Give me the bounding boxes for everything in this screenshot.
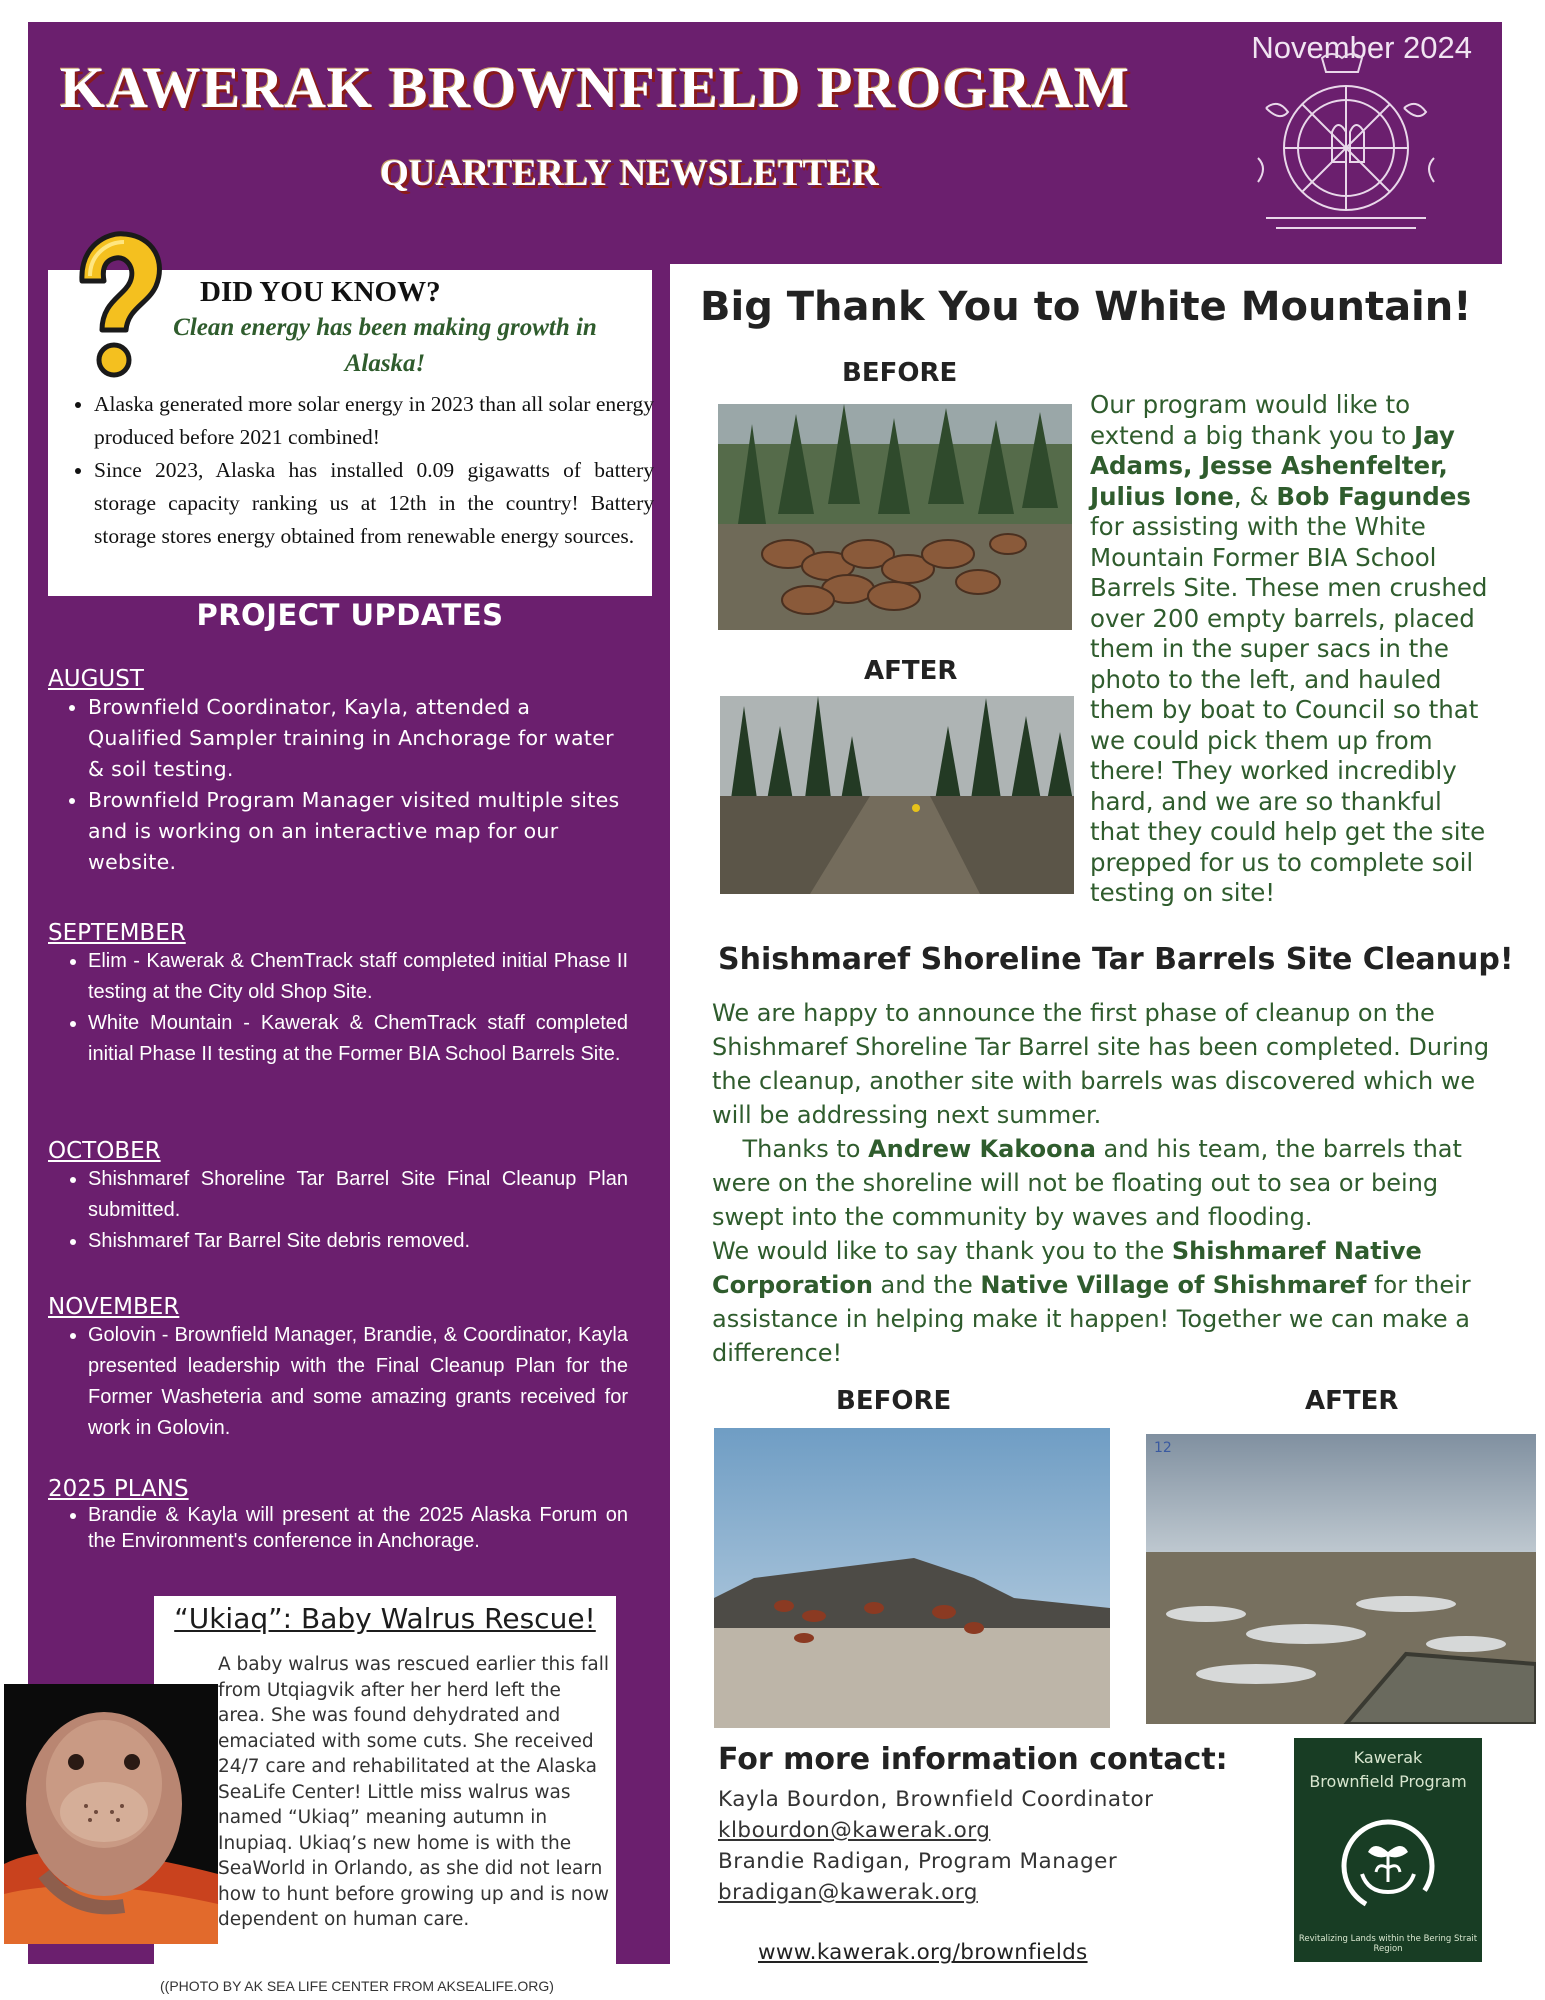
thank-you-text — [1090, 390, 1490, 909]
before-label: BEFORE — [842, 358, 958, 388]
website-link[interactable]: www.kawerak.org/brownfields — [758, 1940, 1088, 1965]
photo-credit: ((PHOTO BY AK SEA LIFE CENTER FROM AKSEALIFE.ORG) — [160, 1978, 554, 1994]
did-you-know-list — [78, 388, 654, 553]
list-item: • Golovin - Brownfield Manager, Brandie, & Coordinator, Kayla presented leadership with the Final Cleanup Plan for the Former Washeteria and some amazing grants received for work in Golovin. — [88, 1320, 628, 1444]
email-link-kayla[interactable]: klbourdon@kawerak.org — [718, 1818, 991, 1843]
month-heading-august: AUGUST — [48, 666, 144, 692]
thank-you-title: Big Thank You to White Mountain! — [700, 284, 1472, 330]
white-mountain-before-photo — [718, 404, 1072, 630]
kawerak-emblem-icon — [1246, 48, 1446, 248]
month-heading-november: NOVEMBER — [48, 1294, 180, 1320]
thank-you-text-part: , & — [1233, 481, 1277, 511]
program-title: KAWERAK BROWNFIELD PROGRAM — [60, 55, 1131, 120]
contact-title: For more information contact: — [718, 1742, 1228, 1777]
walrus-story-text: A baby walrus was rescued earlier this fall from Utqiagvik after her herd left the area. She was found dehydrated and emaciated with some cuts. She received 24/7 care and rehabilitated at the Alaska SeaLife Center! Little miss walrus was named “Ukiaq” meaning autumn in Inupiaq. Ukiaq’s new home is with the SeaWorld in Orlando, as she did not learn how to hunt before growing up and is now dependent on human care. — [218, 1654, 609, 1930]
list-item: • Alaska generated more solar energy in 2023 than all solar energy produced before 2021 combined! — [94, 388, 654, 454]
text-part: and his team, the barrels that were on the shoreline will not be floating out to sea or being swept into the community by waves and flooding. — [712, 1135, 1462, 1231]
text-part: and the — [872, 1271, 981, 1299]
logo-name — [1294, 1746, 1482, 1794]
project-updates-title: PROJECT UPDATES — [196, 598, 504, 632]
list-item: • White Mountain - Kawerak & ChemTrack staff completed initial Phase II testing at the Former BIA School Barrels Site. — [88, 1008, 628, 1070]
highlight-name: Andrew Kakoona — [868, 1135, 1096, 1163]
august-section — [48, 666, 628, 878]
shishmaref-title: Shishmaref Shoreline Tar Barrels Site Cleanup! — [718, 942, 1514, 977]
did-you-know-title: DID YOU KNOW? — [200, 276, 441, 308]
logo-line: Kawerak — [1353, 1748, 1423, 1767]
text-part: for their assistance in helping make it happen! Together we can make a difference! — [712, 1271, 1471, 1367]
list-item: • Shishmaref Shoreline Tar Barrel Site Final Cleanup Plan submitted. — [88, 1164, 628, 1226]
hands-sprout-icon — [1334, 1812, 1442, 1920]
october-list — [48, 1164, 628, 1257]
text-part: We would like to say thank you to the — [712, 1237, 1172, 1265]
highlight-name: Native Village of Shishmaref — [980, 1271, 1367, 1299]
november-section — [48, 1294, 628, 1444]
before-label: BEFORE — [836, 1386, 952, 1416]
thank-you-names: Bob Fagundes — [1276, 481, 1471, 511]
august-list — [48, 692, 628, 878]
email-link-brandie[interactable]: bradigan@kawerak.org — [718, 1880, 978, 1905]
november-list — [48, 1320, 628, 1444]
list-item: • Since 2023, Alaska has installed 0.09 gigawatts of battery storage capacity ranking us at 12th in the country! Battery storage stores energy obtained from renewable energy sources. — [94, 454, 654, 553]
month-heading-september: SEPTEMBER — [48, 920, 186, 946]
logo-tagline: Revitalizing Lands within the Bering Strait Region — [1298, 1934, 1478, 1954]
highlight-name: Shishmaref Native Corporation — [712, 1237, 1422, 1299]
after-label: AFTER — [1305, 1386, 1399, 1416]
list-item: • Shishmaref Tar Barrel Site debris removed. — [88, 1226, 628, 1257]
walrus-photo — [4, 1684, 218, 1944]
white-mountain-after-photo — [720, 696, 1074, 894]
month-heading-2025-plans: 2025 PLANS — [48, 1476, 189, 1502]
did-you-know-subtitle: Clean energy has been making growth in Alaska! — [173, 314, 597, 377]
list-item: • Brownfield Program Manager visited multiple sites and is working on an interactive map for our website. — [88, 785, 628, 878]
shishmaref-text — [712, 996, 1502, 1370]
contact-person-brandie: Brandie Radigan, Program Manager — [718, 1849, 1118, 1874]
september-list — [48, 946, 628, 1070]
list-item: • Elim - Kawerak & ChemTrack staff completed initial Phase II testing at the City old Shop Site. — [88, 946, 628, 1008]
plans-section — [48, 1476, 628, 1554]
list-item: • Brandie & Kayla will present at the 2025 Alaska Forum on the Environment's conference in Anchorage. — [88, 1502, 628, 1554]
logo-line: Brownfield Program — [1309, 1772, 1467, 1791]
shishmaref-paragraph — [712, 1234, 1502, 1370]
thank-you-text-part: Our program would like to extend a big thank you to — [1090, 390, 1415, 450]
plans-list — [48, 1502, 628, 1554]
contact-person-kayla: Kayla Bourdon, Brownfield Coordinator — [718, 1787, 1154, 1812]
shishmaref-before-photo — [714, 1428, 1110, 1728]
october-section — [48, 1138, 628, 1257]
shishmaref-paragraph: We are happy to announce the first phase of cleanup on the Shishmaref Shoreline Tar Barrel site has been completed. During the cleanup, another site with barrels was discovered which we will be addressing next summer. — [712, 999, 1490, 1129]
contact-block — [718, 1784, 1154, 1908]
thank-you-names: Jay Adams, Jesse Ashenfelter, Julius Ione — [1090, 420, 1455, 511]
after-label: AFTER — [864, 656, 958, 686]
newsletter-subtitle: QUARTERLY NEWSLETTER — [380, 153, 879, 194]
september-section — [48, 920, 628, 1070]
list-item: • Brownfield Coordinator, Kayla, attended a Qualified Sampler training in Anchorage for water & soil testing. — [88, 692, 628, 785]
month-heading-october: OCTOBER — [48, 1138, 161, 1164]
walrus-story-title: “Ukiaq”: Baby Walrus Rescue! — [174, 1602, 596, 1635]
photo-mark: 12 — [1154, 1440, 1172, 1456]
shishmaref-paragraph — [712, 1132, 1502, 1234]
shishmaref-after-photo — [1146, 1434, 1536, 1724]
newsletter-date: November 2024 — [1251, 30, 1472, 65]
thank-you-text-part: for assisting with the White Mountain Former BIA School Barrels Site. These men crushed over 200 empty barrels, placed them in the super sacs in the photo to the left, and hauled them by boat to Council so that we could pick them up from there! They worked incredibly hard, and we are so thankful that they could help get the site prepped for us to complete soil testing on site! — [1090, 512, 1488, 907]
text-part: Thanks to — [742, 1135, 869, 1163]
